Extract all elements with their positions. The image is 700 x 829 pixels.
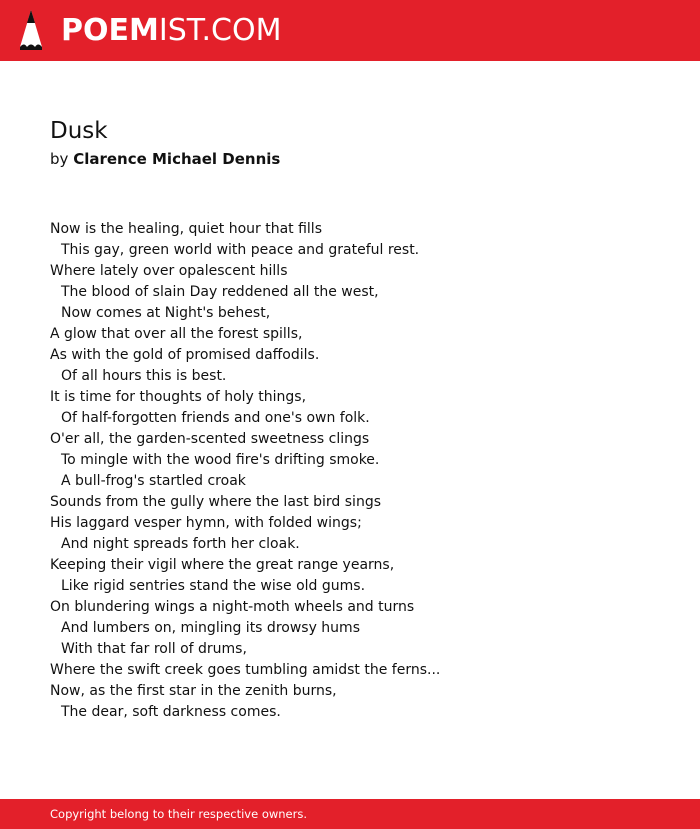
poem-line: Where lately over opalescent hills <box>50 263 288 279</box>
poem-line: Now is the healing, quiet hour that fills <box>50 221 322 237</box>
byline <box>50 148 280 170</box>
poem-line: It is time for thoughts of holy things, <box>50 389 307 405</box>
pencil-icon[interactable] <box>18 9 44 51</box>
brand-bold: POEM <box>61 13 159 48</box>
poem-line: Like rigid sentries stand the wise old gums. <box>61 578 366 594</box>
poem-line: A glow that over all the forest spills, <box>50 326 303 342</box>
poem-body <box>50 219 440 723</box>
poem-line: His laggard vesper hymn, with folded wings; <box>50 515 362 531</box>
poem-line: And night spreads forth her cloak. <box>61 536 300 552</box>
poem-line: The blood of slain Day reddened all the west, <box>61 284 379 300</box>
author-name: Clarence Michael Dennis <box>73 150 281 168</box>
poem-line: The dear, soft darkness comes. <box>61 704 281 720</box>
poem-line: Keeping their vigil where the great range yearns, <box>50 557 395 573</box>
by-label: by <box>50 150 69 168</box>
poem-line: To mingle with the wood fire's drifting smoke. <box>61 452 380 468</box>
copyright-text: Copyright belong to their respective owners. <box>50 807 308 821</box>
poem-line: A bull-frog's startled croak <box>61 473 246 489</box>
poem-line: On blundering wings a night-moth wheels and turns <box>50 599 415 615</box>
brand-light: IST.COM <box>158 13 282 48</box>
poem-line: Now, as the first star in the zenith burns, <box>50 683 337 699</box>
poem-line: Sounds from the gully where the last bird sings <box>50 494 381 510</box>
poem-line: Now comes at Night's behest, <box>61 305 271 321</box>
poem-line: This gay, green world with peace and grateful rest. <box>61 242 420 258</box>
site-header <box>0 0 700 61</box>
poem-line: Of half-forgotten friends and one's own folk. <box>61 410 370 426</box>
poem-line: With that far roll of drums, <box>61 641 247 657</box>
poem-line: And lumbers on, mingling its drowsy hums <box>61 620 360 636</box>
site-logo-text[interactable] <box>61 13 281 49</box>
site-footer <box>0 799 700 829</box>
poem-line: As with the gold of promised daffodils. <box>50 347 320 363</box>
poem-title: Dusk <box>50 118 108 144</box>
poem-line: Of all hours this is best. <box>61 368 227 384</box>
poem-line: O'er all, the garden-scented sweetness clings <box>50 431 370 447</box>
poem-line: Where the swift creek goes tumbling amidst the ferns... <box>50 662 441 678</box>
